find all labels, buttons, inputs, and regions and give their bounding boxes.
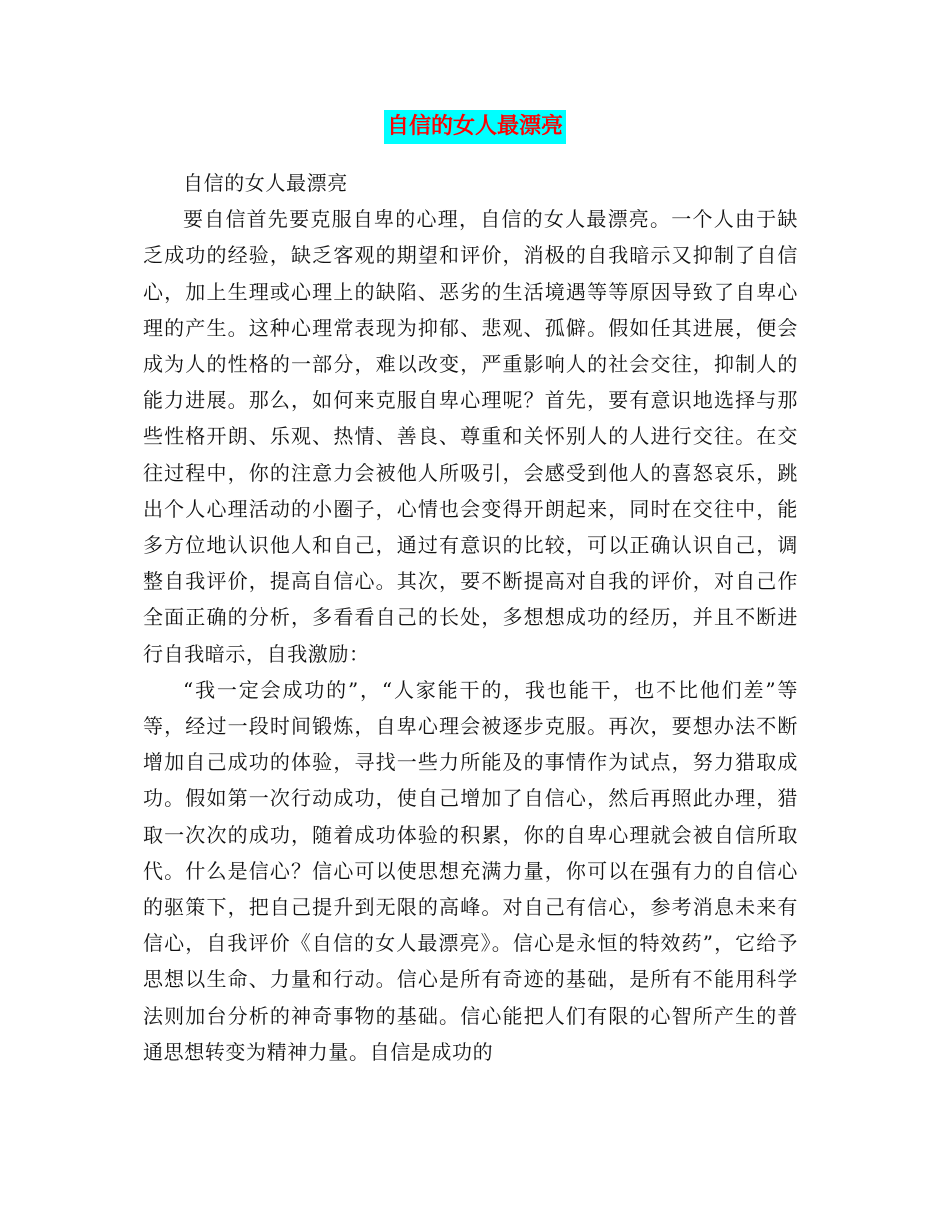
document-title: 自信的女人最漂亮 (384, 110, 566, 144)
document-body (143, 165, 798, 1070)
title-container (0, 110, 950, 144)
body-paragraph-2: “我一定会成功的”，“人家能干的，我也能干，也不比他们差”等等，经过一段时间锻炼，自卑心理会被逐步克服。再次，要想办法不断增加自己成功的体验，寻找一些力所能及的事情作为试点，努力猎取成功。假如第一次行动成功，使自己增加了自信心，然后再照此办理，猎取一次次的成功，随着成功体验的积累，你的自卑心理就会被自信所取代。什么是信心？信心可以使思想充满力量，你可以在强有力的自信心的驱策下，把自己提升到无限的高峰。对自己有信心，参考消息未来有信心，自我评价《自信的女人最漂亮》。信心是永恒的特效药”，它给予思想以生命、力量和行动。信心是所有奇迹的基础，是所有不能用科学法则加台分析的神奇事物的基础。信心能把人们有限的心智所产生的普通思想转变为精神力量。自信是成功的 (143, 677, 798, 1064)
subtitle-paragraph: 自信的女人最漂亮 (183, 171, 348, 195)
body-paragraph-1: 要自信首先要克服自卑的心理，自信的女人最漂亮。一个人由于缺乏成功的经验，缺乏客观的期望和评价，消极的自我暗示又抑制了自信心，加上生理或心理上的缺陷、恶劣的生活境遇等等原因导致了自卑心理的产生。这种心理常表现为抑郁、悲观、孤僻。假如任其进展，便会成为人的性格的一部分，难以改变，严重影响人的社会交往，抑制人的能力进展。那么，如何来克服自卑心理呢？首先，要有意识地选择与那些性格开朗、乐观、热情、善良、尊重和关怀别人的人进行交往。在交往过程中，你的注意力会被他人所吸引，会感受到他人的喜怒哀乐，跳出个人心理活动的小圈子，心情也会变得开朗起来，同时在交往中，能多方位地认识他人和自己，通过有意识的比较，可以正确认识自己，调整自我评价，提高自信心。其次，要不断提高对自我的评价，对自己作全面正确的分析，多看看自己的长处，多想想成功的经历，并且不断进行自我暗示，自我激励： (143, 207, 798, 666)
